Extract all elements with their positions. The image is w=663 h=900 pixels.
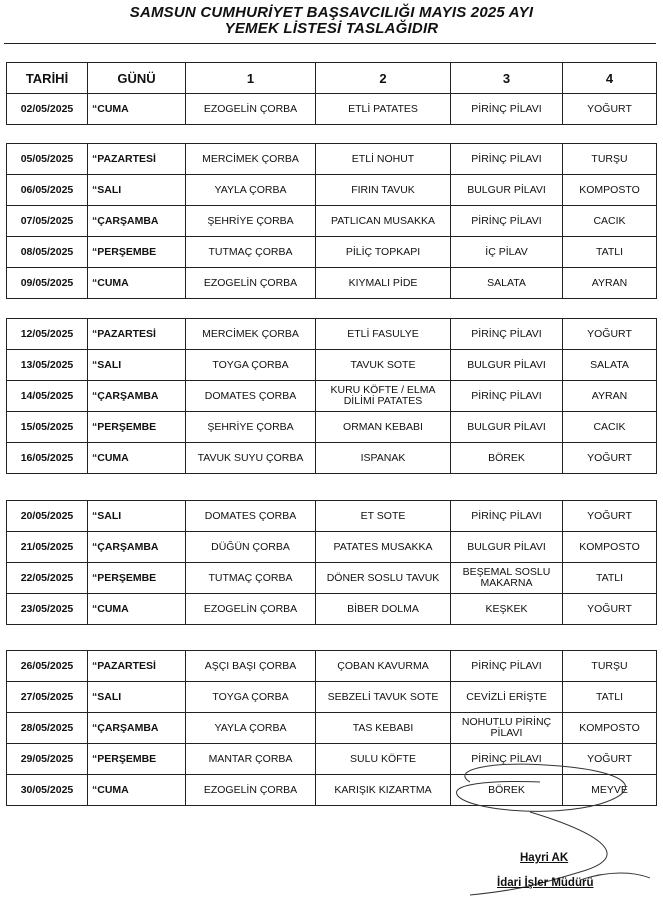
cell-extra: KOMPOSTO xyxy=(563,713,657,744)
cell-main: TAVUK SOTE xyxy=(316,350,451,381)
cell-main: SULU KÖFTE xyxy=(316,744,451,775)
cell-extra: MEYVE xyxy=(563,775,657,806)
cell-extra: AYRAN xyxy=(563,381,657,412)
cell-main: SEBZELİ TAVUK SOTE xyxy=(316,682,451,713)
cell-soup: AŞÇI BAŞI ÇORBA xyxy=(186,651,316,682)
cell-day: “ÇARŞAMBA xyxy=(88,381,186,412)
document-title: SAMSUN CUMHURİYET BAŞSAVCILIĞI MAYIS 2025 AYI xyxy=(129,4,534,21)
cell-main: ETLİ NOHUT xyxy=(316,144,451,175)
cell-day: “CUMA xyxy=(88,94,186,125)
cell-day: “PERŞEMBE xyxy=(88,563,186,594)
cell-side: BÖREK xyxy=(451,443,563,474)
cell-main: ÇOBAN KAVURMA xyxy=(316,651,451,682)
table-row xyxy=(7,651,657,682)
cell-extra: CACIK xyxy=(563,412,657,443)
cell-date: 30/05/2025 xyxy=(7,775,88,806)
cell-date: 29/05/2025 xyxy=(7,744,88,775)
cell-side: BEŞEMAL SOSLU MAKARNA xyxy=(451,563,563,594)
title-divider xyxy=(4,43,656,44)
cell-date: 02/05/2025 xyxy=(7,94,88,125)
cell-side: BULGUR PİLAVI xyxy=(451,350,563,381)
menu-week-table xyxy=(6,318,657,474)
cell-side: BULGUR PİLAVI xyxy=(451,532,563,563)
table-row xyxy=(7,350,657,381)
table-row xyxy=(7,443,657,474)
cell-main: ORMAN KEBABI xyxy=(316,412,451,443)
cell-side: PİRİNÇ PİLAVI xyxy=(451,381,563,412)
cell-side: KEŞKEK xyxy=(451,594,563,625)
signatory-title: İdari İşler Müdürü xyxy=(497,877,594,889)
table-row xyxy=(7,319,657,350)
header-soup: 1 xyxy=(186,63,316,94)
cell-main: FIRIN TAVUK xyxy=(316,175,451,206)
cell-extra: YOĞURT xyxy=(563,319,657,350)
cell-main: DÖNER SOSLU TAVUK xyxy=(316,563,451,594)
cell-extra: TURŞU xyxy=(563,144,657,175)
cell-date: 23/05/2025 xyxy=(7,594,88,625)
cell-soup: TOYGA ÇORBA xyxy=(186,350,316,381)
cell-main: TAS KEBABI xyxy=(316,713,451,744)
table-row xyxy=(7,144,657,175)
cell-date: 09/05/2025 xyxy=(7,268,88,299)
cell-extra: YOĞURT xyxy=(563,501,657,532)
cell-date: 22/05/2025 xyxy=(7,563,88,594)
cell-side: PİRİNÇ PİLAVI xyxy=(451,501,563,532)
signatory-name: Hayri AK xyxy=(520,852,569,864)
cell-main: BİBER DOLMA xyxy=(316,594,451,625)
table-row xyxy=(7,682,657,713)
cell-soup: EZOGELİN ÇORBA xyxy=(186,94,316,125)
cell-main: PATLICAN MUSAKKA xyxy=(316,206,451,237)
cell-soup: ŞEHRİYE ÇORBA xyxy=(186,412,316,443)
header-side: 3 xyxy=(451,63,563,94)
cell-day: “PERŞEMBE xyxy=(88,237,186,268)
cell-extra: CACIK xyxy=(563,206,657,237)
header-day: GÜNÜ xyxy=(88,63,186,94)
cell-soup: MERCİMEK ÇORBA xyxy=(186,144,316,175)
cell-day: “PAZARTESİ xyxy=(88,319,186,350)
cell-date: 15/05/2025 xyxy=(7,412,88,443)
cell-soup: EZOGELİN ÇORBA xyxy=(186,268,316,299)
cell-date: 07/05/2025 xyxy=(7,206,88,237)
cell-date: 12/05/2025 xyxy=(7,319,88,350)
table-row xyxy=(7,268,657,299)
cell-main: PATATES MUSAKKA xyxy=(316,532,451,563)
cell-extra: TURŞU xyxy=(563,651,657,682)
cell-date: 21/05/2025 xyxy=(7,532,88,563)
cell-day: “ÇARŞAMBA xyxy=(88,532,186,563)
cell-day: “SALI xyxy=(88,682,186,713)
cell-soup: MANTAR ÇORBA xyxy=(186,744,316,775)
cell-extra: SALATA xyxy=(563,350,657,381)
cell-day: “PERŞEMBE xyxy=(88,412,186,443)
cell-date: 14/05/2025 xyxy=(7,381,88,412)
cell-extra: KOMPOSTO xyxy=(563,532,657,563)
cell-side: NOHUTLU PİRİNÇ PİLAVI xyxy=(451,713,563,744)
cell-soup: DOMATES ÇORBA xyxy=(186,381,316,412)
cell-extra: AYRAN xyxy=(563,268,657,299)
cell-extra: YOĞURT xyxy=(563,443,657,474)
menu-week-table xyxy=(6,93,657,125)
cell-soup: TAVUK SUYU ÇORBA xyxy=(186,443,316,474)
cell-side: BÖREK xyxy=(451,775,563,806)
cell-soup: ŞEHRİYE ÇORBA xyxy=(186,206,316,237)
cell-soup: DÜĞÜN ÇORBA xyxy=(186,532,316,563)
table-row xyxy=(7,94,657,125)
cell-side: PİRİNÇ PİLAVI xyxy=(451,744,563,775)
cell-soup: YAYLA ÇORBA xyxy=(186,713,316,744)
cell-day: “SALI xyxy=(88,350,186,381)
cell-day: “ÇARŞAMBA xyxy=(88,206,186,237)
cell-side: BULGUR PİLAVI xyxy=(451,175,563,206)
cell-soup: YAYLA ÇORBA xyxy=(186,175,316,206)
table-row xyxy=(7,501,657,532)
cell-side: CEVİZLİ ERİŞTE xyxy=(451,682,563,713)
cell-main: PİLİÇ TOPKAPI xyxy=(316,237,451,268)
header-main: 2 xyxy=(316,63,451,94)
table-row xyxy=(7,237,657,268)
cell-extra: TATLI xyxy=(563,563,657,594)
cell-date: 20/05/2025 xyxy=(7,501,88,532)
cell-day: “SALI xyxy=(88,501,186,532)
cell-extra: YOĞURT xyxy=(563,744,657,775)
cell-date: 27/05/2025 xyxy=(7,682,88,713)
cell-side: BULGUR PİLAVI xyxy=(451,412,563,443)
table-row xyxy=(7,713,657,744)
cell-side: PİRİNÇ PİLAVI xyxy=(451,94,563,125)
cell-soup: TUTMAÇ ÇORBA xyxy=(186,563,316,594)
cell-day: “PERŞEMBE xyxy=(88,744,186,775)
cell-soup: DOMATES ÇORBA xyxy=(186,501,316,532)
cell-day: “PAZARTESİ xyxy=(88,651,186,682)
table-row xyxy=(7,175,657,206)
table-row xyxy=(7,563,657,594)
header-date: TARİHİ xyxy=(7,63,88,94)
cell-side: SALATA xyxy=(451,268,563,299)
cell-main: ETLİ PATATES xyxy=(316,94,451,125)
table-row xyxy=(7,206,657,237)
table-row xyxy=(7,532,657,563)
cell-main: KIYMALI PİDE xyxy=(316,268,451,299)
cell-soup: EZOGELİN ÇORBA xyxy=(186,594,316,625)
table-row xyxy=(7,381,657,412)
cell-main: ET SOTE xyxy=(316,501,451,532)
cell-date: 28/05/2025 xyxy=(7,713,88,744)
cell-main: KARIŞIK KIZARTMA xyxy=(316,775,451,806)
cell-day: “ÇARŞAMBA xyxy=(88,713,186,744)
cell-side: PİRİNÇ PİLAVI xyxy=(451,144,563,175)
cell-extra: TATLI xyxy=(563,237,657,268)
cell-date: 08/05/2025 xyxy=(7,237,88,268)
cell-extra: TATLI xyxy=(563,682,657,713)
cell-side: PİRİNÇ PİLAVI xyxy=(451,319,563,350)
cell-main: ISPANAK xyxy=(316,443,451,474)
cell-date: 13/05/2025 xyxy=(7,350,88,381)
cell-day: “CUMA xyxy=(88,775,186,806)
cell-side: PİRİNÇ PİLAVI xyxy=(451,651,563,682)
cell-main: KURU KÖFTE / ELMA DİLİMİ PATATES xyxy=(316,381,451,412)
cell-day: “CUMA xyxy=(88,268,186,299)
header-extra: 4 xyxy=(563,63,657,94)
cell-day: “PAZARTESİ xyxy=(88,144,186,175)
cell-date: 06/05/2025 xyxy=(7,175,88,206)
cell-soup: TOYGA ÇORBA xyxy=(186,682,316,713)
cell-extra: YOĞURT xyxy=(563,94,657,125)
cell-date: 16/05/2025 xyxy=(7,443,88,474)
cell-soup: MERCİMEK ÇORBA xyxy=(186,319,316,350)
cell-day: “CUMA xyxy=(88,594,186,625)
menu-week-table xyxy=(6,143,657,299)
cell-date: 26/05/2025 xyxy=(7,651,88,682)
cell-side: PİRİNÇ PİLAVI xyxy=(451,206,563,237)
table-row xyxy=(7,594,657,625)
cell-soup: EZOGELİN ÇORBA xyxy=(186,775,316,806)
document-subtitle: YEMEK LİSTESİ TASLAĞIDIR xyxy=(224,20,439,37)
cell-extra: YOĞURT xyxy=(563,594,657,625)
menu-week-table xyxy=(6,500,657,625)
cell-day: “CUMA xyxy=(88,443,186,474)
cell-extra: KOMPOSTO xyxy=(563,175,657,206)
cell-day: “SALI xyxy=(88,175,186,206)
cell-main: ETLİ FASULYE xyxy=(316,319,451,350)
menu-table-header xyxy=(6,62,657,94)
cell-date: 05/05/2025 xyxy=(7,144,88,175)
cell-side: İÇ PİLAV xyxy=(451,237,563,268)
table-row xyxy=(7,412,657,443)
cell-soup: TUTMAÇ ÇORBA xyxy=(186,237,316,268)
